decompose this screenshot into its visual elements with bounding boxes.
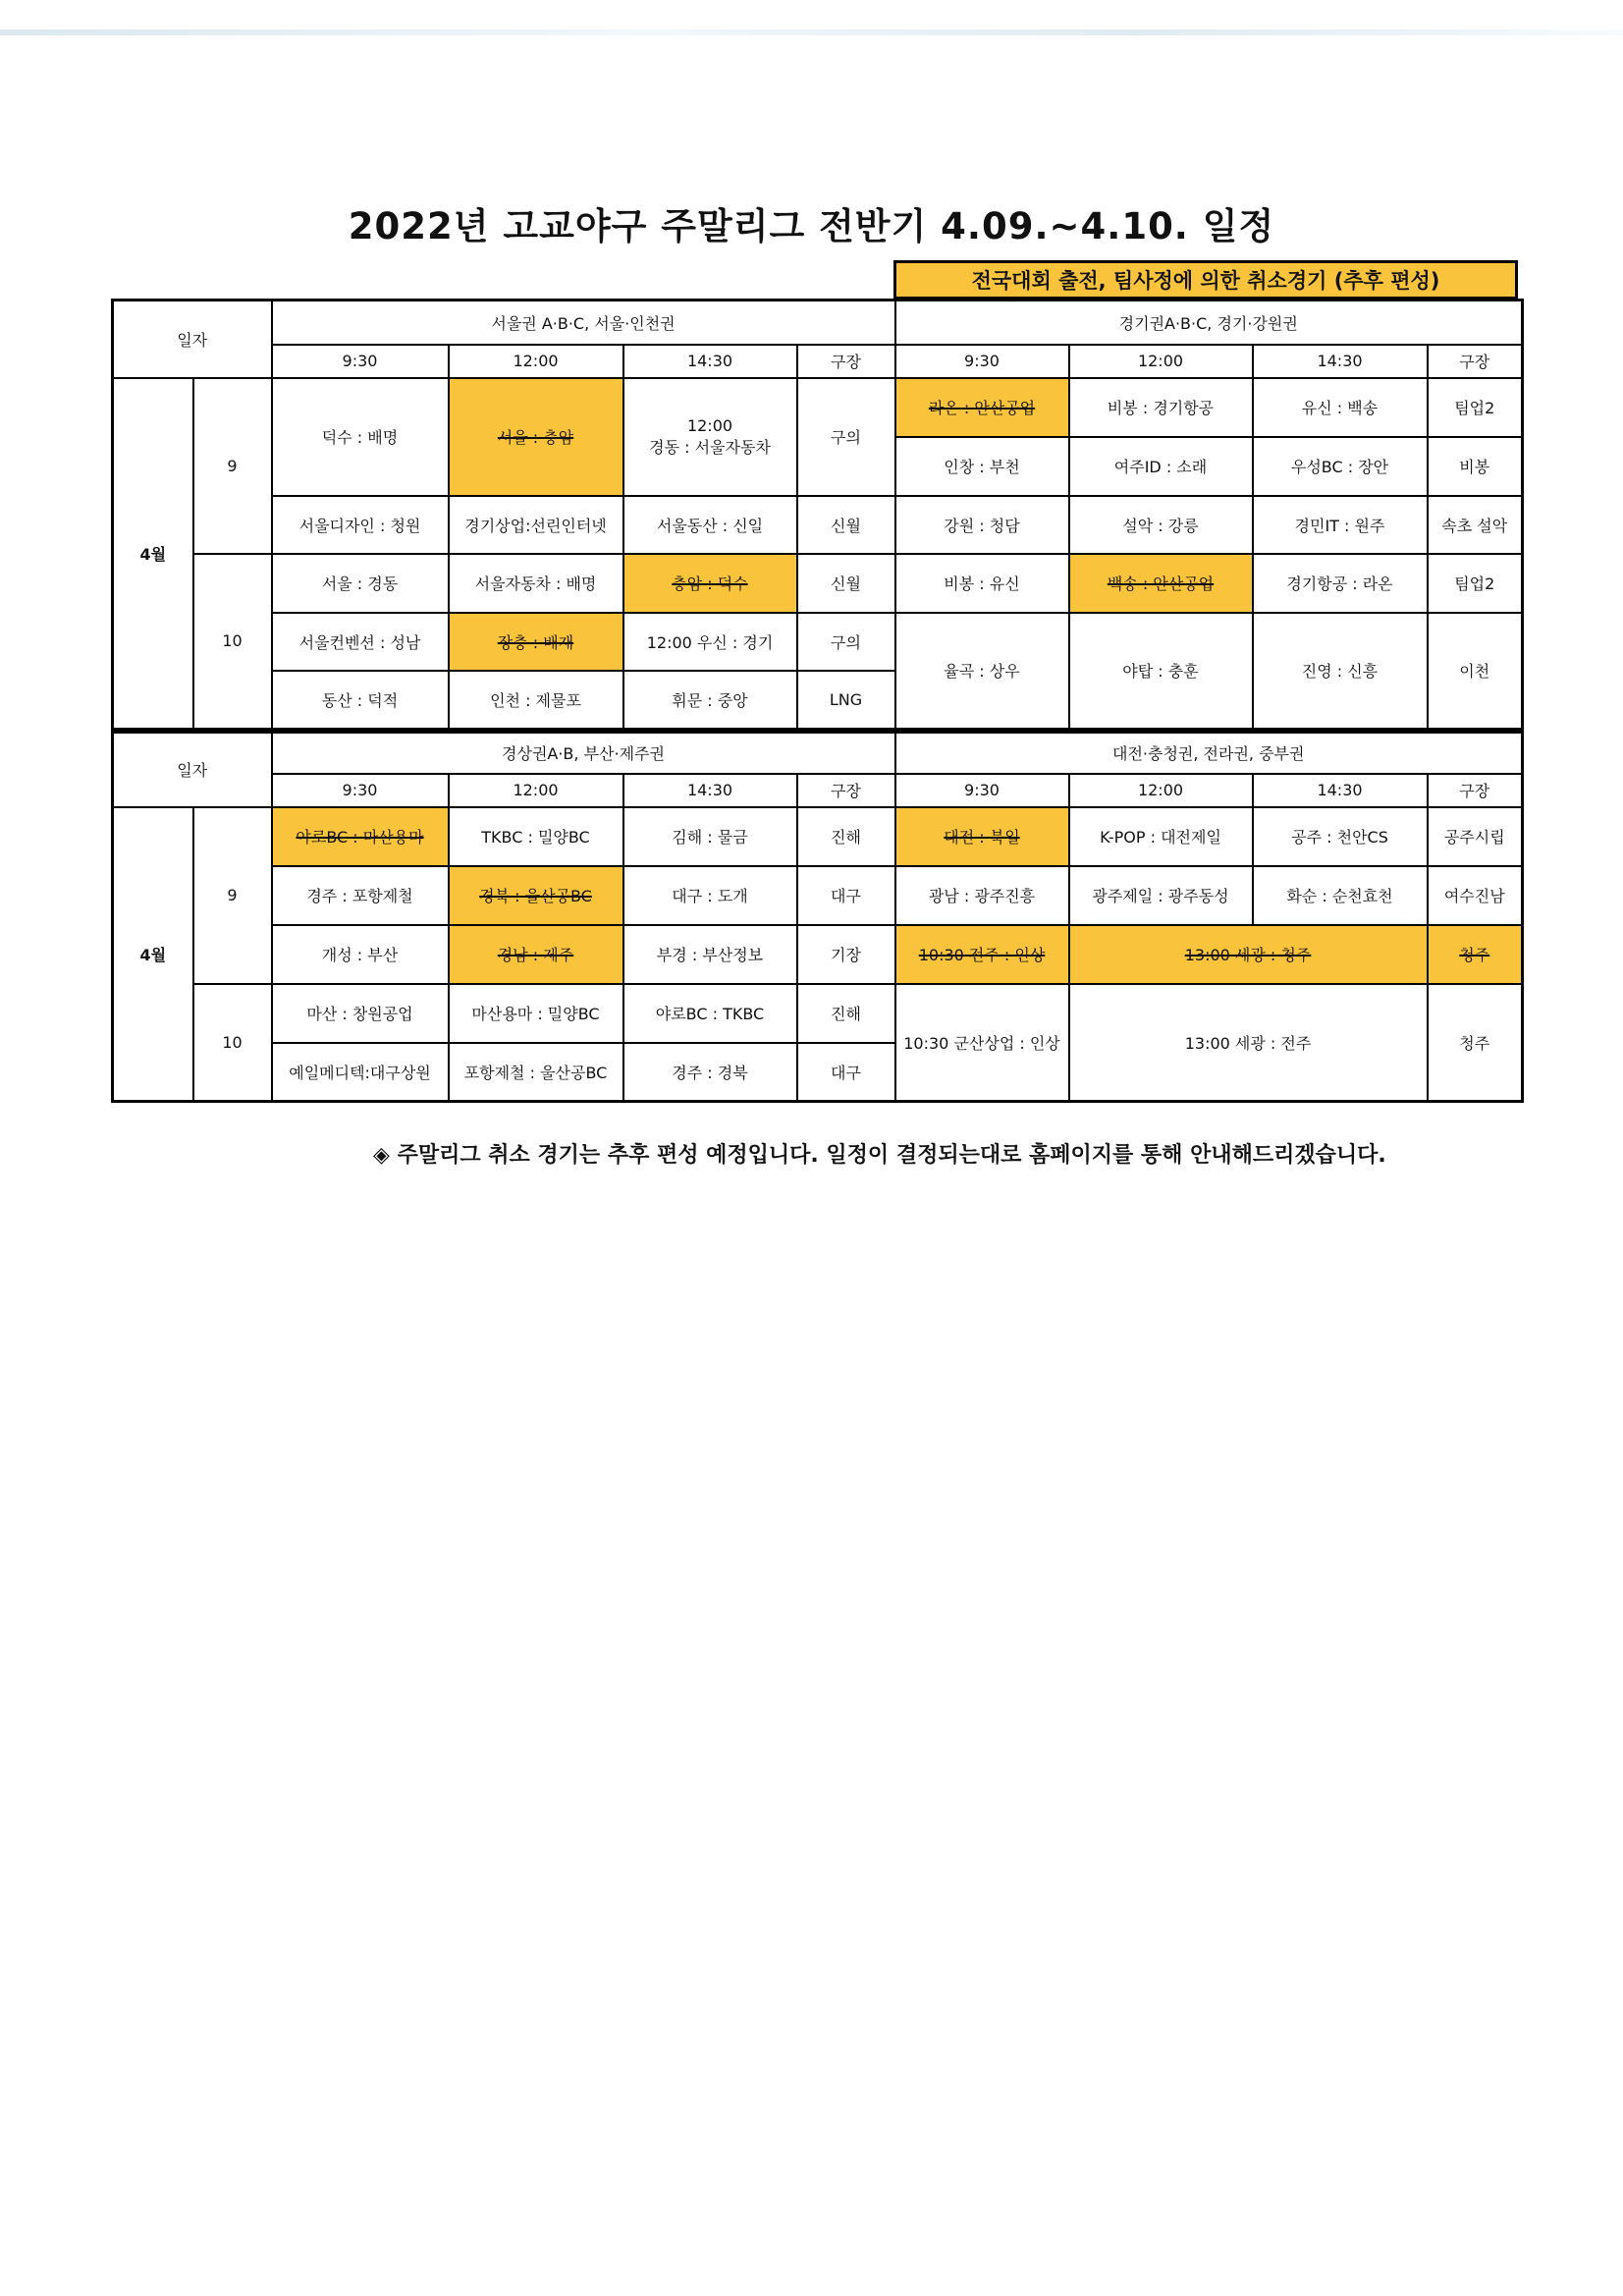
date-label: 10 xyxy=(193,554,272,730)
match-cell: 개성 : 부산 xyxy=(272,925,449,984)
venue-cell: 공주시립 xyxy=(1428,807,1523,866)
cancelled-match: 야로BC : 마산용마 xyxy=(296,828,424,847)
match-cell: 화순 : 순천효천 xyxy=(1253,866,1428,925)
cancelled-match: 10:30 전주 : 인상 xyxy=(918,946,1046,964)
venue-cell: 신월 xyxy=(797,554,895,613)
cancelled-match-cell xyxy=(895,378,1069,437)
match-cell: 인천 : 제물포 xyxy=(449,671,623,730)
cancelled-match: 충암 : 덕수 xyxy=(672,574,748,593)
time-header: 12:00 xyxy=(449,345,623,378)
match-cell: K-POP : 대전제일 xyxy=(1069,807,1253,866)
time-header: 12:00 xyxy=(449,774,623,807)
venue-cell: 청주 xyxy=(1428,984,1523,1102)
time-header: 12:00 xyxy=(1069,774,1253,807)
match-cell: 율곡 : 상우 xyxy=(895,613,1069,730)
region-header-gyeonggi: 경기권A·B·C, 경기·강원권 xyxy=(895,301,1523,345)
month-label: 4월 xyxy=(113,378,193,730)
match-cell: 비봉 : 유신 xyxy=(895,554,1069,613)
time-header: 14:30 xyxy=(623,774,797,807)
match-cell: 야탑 : 충훈 xyxy=(1069,613,1253,730)
date-label: 9 xyxy=(193,378,272,554)
match-cell: 서울컨벤션 : 성남 xyxy=(272,613,449,671)
cancelled-match-cell xyxy=(1069,925,1428,984)
time-header: 9:30 xyxy=(272,774,449,807)
cancelled-venue-cell xyxy=(1428,925,1523,984)
match-cell: 공주 : 천안CS xyxy=(1253,807,1428,866)
venue-cell: 진해 xyxy=(797,984,895,1043)
venue-cell: 비봉 xyxy=(1428,437,1523,496)
match-cell: 대구 : 도개 xyxy=(623,866,797,925)
venue-header: 구장 xyxy=(797,345,895,378)
cancelled-match-cell xyxy=(272,807,449,866)
venue-cell: 여수진남 xyxy=(1428,866,1523,925)
schedule-table-seoul-gyeonggi xyxy=(111,299,1524,731)
match-cell: 경기상업:선린인터넷 xyxy=(449,496,623,554)
date-header: 일자 xyxy=(113,301,272,378)
venue-cell: 팀업2 xyxy=(1428,378,1523,437)
cancelled-venue: 청주 xyxy=(1459,946,1490,964)
match-cell: 야로BC : TKBC xyxy=(623,984,797,1043)
date-header: 일자 xyxy=(113,733,272,807)
cancelled-match-cell xyxy=(1069,554,1253,613)
match-cell: 예일메디텍:대구상원 xyxy=(272,1043,449,1102)
match-cell: 경주 : 경북 xyxy=(623,1043,797,1102)
match-teams: 경동 : 서울자동차 xyxy=(649,437,771,457)
date-label: 9 xyxy=(193,807,272,984)
match-cell: TKBC : 밀양BC xyxy=(449,807,623,866)
match-cell: 광주제일 : 광주동성 xyxy=(1069,866,1253,925)
match-cell: 마산 : 창원공업 xyxy=(272,984,449,1043)
venue-cell: 이천 xyxy=(1428,613,1523,730)
cancelled-match-cell xyxy=(449,925,623,984)
match-cell: 유신 : 백송 xyxy=(1253,378,1428,437)
match-cell: 우성BC : 장안 xyxy=(1253,437,1428,496)
match-cell: 설악 : 강릉 xyxy=(1069,496,1253,554)
cancelled-match: 경북 : 울산공BC xyxy=(479,887,592,905)
venue-header: 구장 xyxy=(797,774,895,807)
cancelled-match: 경남 : 제주 xyxy=(497,946,574,964)
cancelled-match-cell xyxy=(449,378,623,496)
cancelled-match-cell xyxy=(449,613,623,671)
date-label: 10 xyxy=(193,984,272,1102)
venue-cell: LNG xyxy=(797,671,895,730)
match-cell: 포항제철 : 울산공BC xyxy=(449,1043,623,1102)
venue-header: 구장 xyxy=(1428,774,1523,807)
match-cell: 서울 : 경동 xyxy=(272,554,449,613)
venue-cell: 신월 xyxy=(797,496,895,554)
match-cell xyxy=(623,378,797,496)
match-cell: 경기항공 : 라온 xyxy=(1253,554,1428,613)
cancelled-match: 13:00 세광 : 청주 xyxy=(1184,946,1312,964)
scan-artifact xyxy=(0,29,1623,35)
cancelled-match: 라온 : 안산공업 xyxy=(928,399,1036,417)
cancellation-legend: 전국대회 출전, 팀사정에 의한 취소경기 (추후 편성) xyxy=(893,260,1518,300)
match-cell: 인창 : 부천 xyxy=(895,437,1069,496)
time-header: 14:30 xyxy=(1253,345,1428,378)
month-label: 4월 xyxy=(113,807,193,1102)
match-cell: 휘문 : 중앙 xyxy=(623,671,797,730)
match-cell: 경민IT : 원주 xyxy=(1253,496,1428,554)
match-time: 12:00 xyxy=(686,415,733,435)
cancelled-match-cell xyxy=(449,866,623,925)
footnote: ◈ 주말리그 취소 경기는 추후 편성 예정입니다. 일정이 결정되는대로 홈페이지를 통해 안내해드리겠습니다. xyxy=(373,1143,1386,1168)
schedule-table-gyeongsang-chungcheong xyxy=(111,731,1524,1103)
match-cell: 12:00 우신 : 경기 xyxy=(623,613,797,671)
venue-cell: 진해 xyxy=(797,807,895,866)
venue-header: 구장 xyxy=(1428,345,1523,378)
match-cell: 덕수 : 배명 xyxy=(272,378,449,496)
match-cell: 13:00 세광 : 전주 xyxy=(1069,984,1428,1102)
region-header-seoul: 서울권 A·B·C, 서울·인천권 xyxy=(272,301,895,345)
time-header: 14:30 xyxy=(1253,774,1428,807)
match-cell: 비봉 : 경기항공 xyxy=(1069,378,1253,437)
match-cell: 서울동산 : 신일 xyxy=(623,496,797,554)
match-cell: 강원 : 청담 xyxy=(895,496,1069,554)
match-cell: 진영 : 신흥 xyxy=(1253,613,1428,730)
match-cell: 서울자동차 : 배명 xyxy=(449,554,623,613)
match-cell: 김해 : 물금 xyxy=(623,807,797,866)
venue-cell: 대구 xyxy=(797,1043,895,1102)
match-cell: 경주 : 포항제철 xyxy=(272,866,449,925)
match-cell: 광남 : 광주진흥 xyxy=(895,866,1069,925)
time-header: 9:30 xyxy=(895,774,1069,807)
match-cell: 동산 : 덕적 xyxy=(272,671,449,730)
venue-cell: 대구 xyxy=(797,866,895,925)
venue-cell: 구의 xyxy=(797,378,895,496)
region-header-gyeongsang: 경상권A·B, 부산·제주권 xyxy=(272,733,895,774)
match-cell: 10:30 군산상업 : 인상 xyxy=(895,984,1069,1102)
venue-cell: 속초 설악 xyxy=(1428,496,1523,554)
cancelled-match: 백송 : 안산공업 xyxy=(1107,574,1215,593)
cancelled-match: 서울 : 충암 xyxy=(497,428,574,447)
match-cell: 부경 : 부산정보 xyxy=(623,925,797,984)
region-header-daejeon: 대전·충청권, 전라권, 중부권 xyxy=(895,733,1523,774)
cancelled-match: 장충 : 배재 xyxy=(497,632,574,652)
venue-cell: 팀업2 xyxy=(1428,554,1523,613)
match-cell: 마산용마 : 밀양BC xyxy=(449,984,623,1043)
time-header: 9:30 xyxy=(272,345,449,378)
cancelled-match-cell xyxy=(895,807,1069,866)
venue-cell: 기장 xyxy=(797,925,895,984)
cancelled-match-cell xyxy=(623,554,797,613)
cancelled-match: 대전 : 북일 xyxy=(944,828,1020,847)
match-cell: 여주ID : 소래 xyxy=(1069,437,1253,496)
match-cell: 서울디자인 : 청원 xyxy=(272,496,449,554)
venue-cell: 구의 xyxy=(797,613,895,671)
time-header: 9:30 xyxy=(895,345,1069,378)
time-header: 14:30 xyxy=(623,345,797,378)
cancelled-match-cell xyxy=(895,925,1069,984)
time-header: 12:00 xyxy=(1069,345,1253,378)
page-title: 2022년 고교야구 주말리그 전반기 4.09.~4.10. 일정 xyxy=(348,205,1275,247)
